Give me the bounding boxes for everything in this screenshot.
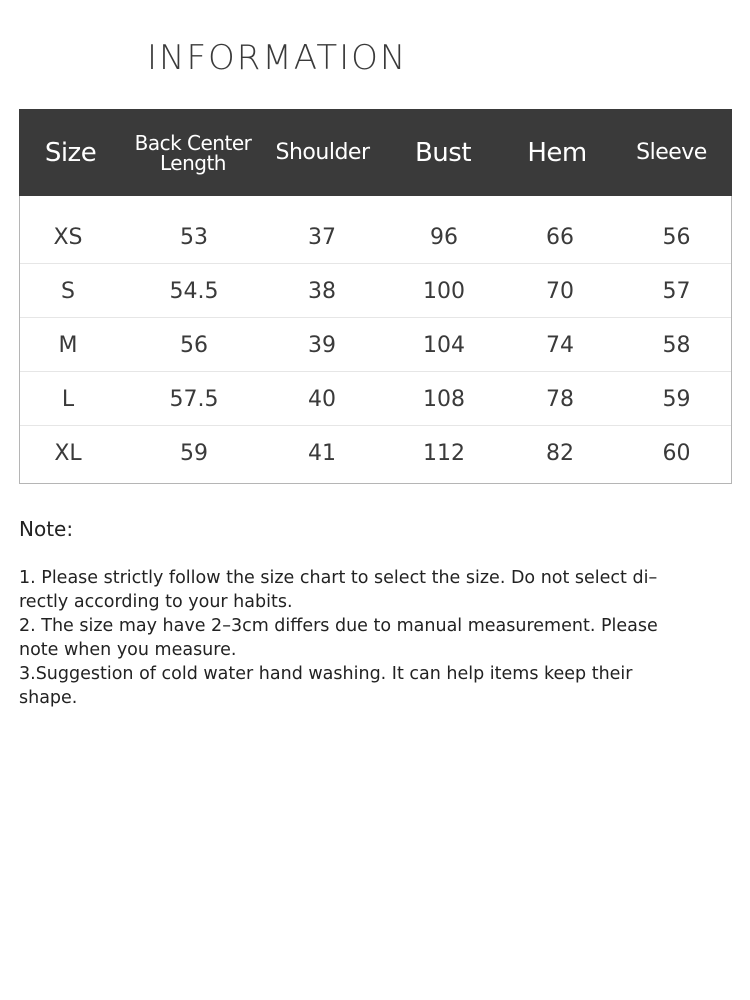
measurement-cell: 96	[430, 224, 458, 250]
measurement-cell: 104	[423, 332, 465, 358]
measurement-cell: 74	[546, 332, 574, 358]
table-row	[20, 264, 731, 318]
note-line: 1. Please strictly follow the size chart to select the size. Do not select di–	[19, 568, 658, 588]
header-shoulder: Shoulder	[275, 140, 370, 165]
header-size: Size	[44, 137, 97, 168]
page-title: INFORMATION	[147, 38, 408, 78]
header-back-center-length: Back Center Length	[134, 130, 252, 175]
measurement-cell: 38	[308, 278, 336, 304]
header-hem: Hem	[527, 137, 587, 168]
measurement-cell: 112	[423, 440, 465, 466]
note-line: 3.Suggestion of cold water hand washing. It can help items keep their	[19, 664, 633, 684]
measurement-cell: 59	[662, 386, 691, 412]
measurement-cell: 70	[546, 278, 574, 304]
measurement-cell: 58	[662, 332, 691, 358]
measurement-cell: 54.5	[169, 278, 219, 304]
measurement-cell: 66	[546, 224, 574, 250]
note-heading: Note:	[19, 517, 74, 541]
measurement-cell: 39	[308, 332, 336, 358]
measurement-cell: 57.5	[169, 386, 219, 412]
note-line: shape.	[19, 688, 78, 708]
measurement-cell: 82	[546, 440, 574, 466]
measurement-cell: 60	[662, 440, 691, 466]
measurement-cell: 57	[662, 278, 691, 304]
table-row	[20, 372, 731, 426]
table-row	[20, 318, 731, 372]
table-header	[19, 109, 732, 196]
measurement-cell: 41	[308, 440, 336, 466]
measurement-cell: 59	[180, 440, 208, 466]
measurement-cell: 108	[423, 386, 465, 412]
measurement-cell: 37	[308, 224, 336, 250]
note-text	[19, 566, 719, 710]
size-label-cell: M	[58, 332, 78, 358]
size-label-cell: L	[61, 386, 75, 412]
measurement-cell: 78	[546, 386, 574, 412]
measurement-cell: 100	[423, 278, 465, 304]
measurement-cell: 56	[180, 332, 208, 358]
header-sleeve: Sleeve	[636, 140, 707, 165]
size-label-cell: S	[61, 278, 75, 304]
measurement-cell: 40	[308, 386, 336, 412]
table-row	[20, 426, 731, 480]
size-label-cell: XL	[54, 440, 82, 466]
table-row	[20, 210, 731, 264]
note-line: 2. The size may have 2–3cm differs due to manual measurement. Please	[19, 616, 658, 636]
note-line: note when you measure.	[19, 640, 237, 660]
size-label-cell: XS	[53, 224, 83, 250]
measurement-cell: 53	[180, 224, 208, 250]
size-chart-table	[19, 109, 732, 484]
note-line: rectly according to your habits.	[19, 592, 293, 612]
measurement-cell: 56	[662, 224, 691, 250]
header-bust: Bust	[414, 137, 472, 168]
